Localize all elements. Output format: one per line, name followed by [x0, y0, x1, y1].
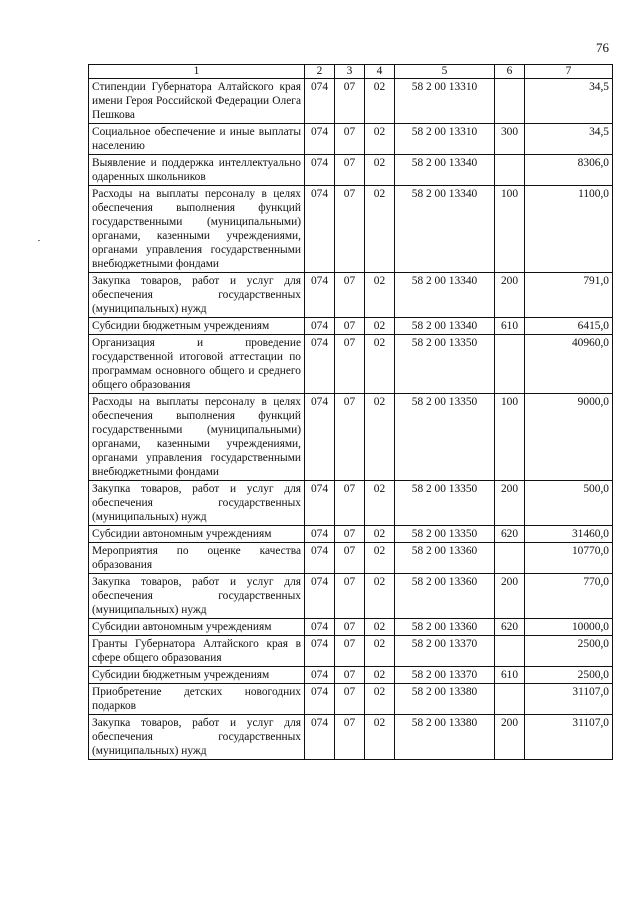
cell-expense-type: 200 — [495, 481, 525, 526]
cell-grbs: 074 — [305, 318, 335, 335]
cell-grbs: 074 — [305, 394, 335, 481]
cell-subsection: 02 — [365, 526, 395, 543]
cell-subsection: 02 — [365, 318, 395, 335]
cell-amount: 34,5 — [525, 79, 613, 124]
table-row — [89, 394, 613, 481]
cell-section: 07 — [335, 186, 365, 273]
cell-target-article: 58 2 00 13350 — [395, 526, 495, 543]
cell-grbs: 074 — [305, 335, 335, 394]
cell-target-article: 58 2 00 13360 — [395, 619, 495, 636]
cell-grbs: 074 — [305, 186, 335, 273]
cell-grbs: 074 — [305, 574, 335, 619]
cell-amount: 2500,0 — [525, 667, 613, 684]
cell-target-article: 58 2 00 13340 — [395, 155, 495, 186]
cell-section: 07 — [335, 273, 365, 318]
cell-name: Закупка товаров, работ и услуг для обеспечения государственных (муниципальных) нужд — [89, 715, 305, 760]
cell-subsection: 02 — [365, 273, 395, 318]
cell-subsection: 02 — [365, 481, 395, 526]
cell-amount: 31107,0 — [525, 715, 613, 760]
cell-expense-type: 100 — [495, 394, 525, 481]
cell-subsection: 02 — [365, 79, 395, 124]
cell-grbs: 074 — [305, 526, 335, 543]
cell-amount: 1100,0 — [525, 186, 613, 273]
cell-amount: 2500,0 — [525, 636, 613, 667]
cell-amount: 8306,0 — [525, 155, 613, 186]
cell-target-article: 58 2 00 13350 — [395, 394, 495, 481]
cell-amount: 40960,0 — [525, 335, 613, 394]
cell-section: 07 — [335, 543, 365, 574]
cell-amount: 31107,0 — [525, 684, 613, 715]
budget-table — [88, 64, 613, 760]
cell-expense-type — [495, 79, 525, 124]
cell-amount: 6415,0 — [525, 318, 613, 335]
cell-section: 07 — [335, 481, 365, 526]
cell-section: 07 — [335, 636, 365, 667]
cell-name: Субсидии автономным учреждениям — [89, 619, 305, 636]
cell-subsection: 02 — [365, 684, 395, 715]
table-row — [89, 481, 613, 526]
cell-name: Организация и проведение государственной итоговой аттестации по программам основного общего и среднего общего образования — [89, 335, 305, 394]
cell-name: Субсидии автономным учреждениям — [89, 526, 305, 543]
cell-name: Субсидии бюджетным учреждениям — [89, 667, 305, 684]
column-header-4: 4 — [365, 65, 395, 79]
cell-amount: 10770,0 — [525, 543, 613, 574]
table-row — [89, 715, 613, 760]
cell-target-article: 58 2 00 13310 — [395, 124, 495, 155]
cell-section: 07 — [335, 124, 365, 155]
cell-grbs: 074 — [305, 715, 335, 760]
cell-expense-type: 100 — [495, 186, 525, 273]
cell-target-article: 58 2 00 13380 — [395, 684, 495, 715]
margin-mark — [38, 240, 40, 241]
column-header-5: 5 — [395, 65, 495, 79]
cell-section: 07 — [335, 79, 365, 124]
cell-expense-type — [495, 684, 525, 715]
cell-name: Гранты Губернатора Алтайского края в сфере общего образования — [89, 636, 305, 667]
cell-expense-type — [495, 543, 525, 574]
table-row — [89, 155, 613, 186]
table-row — [89, 186, 613, 273]
cell-name: Закупка товаров, работ и услуг для обеспечения государственных (муниципальных) нужд — [89, 574, 305, 619]
cell-subsection: 02 — [365, 543, 395, 574]
cell-section: 07 — [335, 318, 365, 335]
cell-section: 07 — [335, 394, 365, 481]
cell-expense-type: 200 — [495, 574, 525, 619]
cell-section: 07 — [335, 526, 365, 543]
cell-subsection: 02 — [365, 124, 395, 155]
cell-expense-type: 620 — [495, 619, 525, 636]
cell-amount: 500,0 — [525, 481, 613, 526]
column-header-7: 7 — [525, 65, 613, 79]
cell-subsection: 02 — [365, 667, 395, 684]
cell-section: 07 — [335, 715, 365, 760]
table-row — [89, 667, 613, 684]
cell-expense-type: 610 — [495, 667, 525, 684]
cell-section: 07 — [335, 574, 365, 619]
cell-expense-type: 200 — [495, 715, 525, 760]
cell-expense-type: 200 — [495, 273, 525, 318]
cell-grbs: 074 — [305, 124, 335, 155]
cell-subsection: 02 — [365, 574, 395, 619]
cell-amount: 9000,0 — [525, 394, 613, 481]
table-row — [89, 526, 613, 543]
cell-subsection: 02 — [365, 155, 395, 186]
cell-target-article: 58 2 00 13370 — [395, 667, 495, 684]
cell-name: Расходы на выплаты персоналу в целях обеспечения выполнения функций государственными (муниципальными) органами, казенными учреждениями, органами управления государственными внебюджетными фондами — [89, 394, 305, 481]
table-header-row — [89, 65, 613, 79]
cell-target-article: 58 2 00 13350 — [395, 481, 495, 526]
cell-expense-type: 620 — [495, 526, 525, 543]
table-row — [89, 636, 613, 667]
cell-grbs: 074 — [305, 273, 335, 318]
cell-grbs: 074 — [305, 79, 335, 124]
cell-grbs: 074 — [305, 543, 335, 574]
table-row — [89, 619, 613, 636]
cell-grbs: 074 — [305, 155, 335, 186]
cell-grbs: 074 — [305, 481, 335, 526]
cell-amount: 31460,0 — [525, 526, 613, 543]
table-row — [89, 574, 613, 619]
cell-target-article: 58 2 00 13310 — [395, 79, 495, 124]
cell-expense-type — [495, 335, 525, 394]
cell-subsection: 02 — [365, 335, 395, 394]
cell-target-article: 58 2 00 13340 — [395, 318, 495, 335]
cell-grbs: 074 — [305, 636, 335, 667]
cell-name: Выявление и поддержка интеллектуально одаренных школьников — [89, 155, 305, 186]
cell-expense-type: 300 — [495, 124, 525, 155]
cell-amount: 791,0 — [525, 273, 613, 318]
cell-target-article: 58 2 00 13380 — [395, 715, 495, 760]
cell-amount: 10000,0 — [525, 619, 613, 636]
cell-grbs: 074 — [305, 684, 335, 715]
table-row — [89, 124, 613, 155]
cell-name: Закупка товаров, работ и услуг для обеспечения государственных (муниципальных) нужд — [89, 273, 305, 318]
column-header-6: 6 — [495, 65, 525, 79]
cell-name: Мероприятия по оценке качества образования — [89, 543, 305, 574]
table-row — [89, 273, 613, 318]
cell-section: 07 — [335, 619, 365, 636]
table-body — [89, 79, 613, 760]
table-row — [89, 543, 613, 574]
cell-name: Приобретение детских новогодних подарков — [89, 684, 305, 715]
cell-section: 07 — [335, 155, 365, 186]
cell-grbs: 074 — [305, 667, 335, 684]
column-header-2: 2 — [305, 65, 335, 79]
table-row — [89, 335, 613, 394]
cell-subsection: 02 — [365, 636, 395, 667]
cell-target-article: 58 2 00 13350 — [395, 335, 495, 394]
cell-expense-type — [495, 155, 525, 186]
table-row — [89, 79, 613, 124]
cell-subsection: 02 — [365, 186, 395, 273]
cell-expense-type — [495, 636, 525, 667]
cell-target-article: 58 2 00 13360 — [395, 574, 495, 619]
cell-target-article: 58 2 00 13340 — [395, 186, 495, 273]
cell-name: Закупка товаров, работ и услуг для обеспечения государственных (муниципальных) нужд — [89, 481, 305, 526]
cell-subsection: 02 — [365, 394, 395, 481]
cell-expense-type: 610 — [495, 318, 525, 335]
table-row — [89, 318, 613, 335]
cell-target-article: 58 2 00 13370 — [395, 636, 495, 667]
cell-name: Стипендии Губернатора Алтайского края имени Героя Российской Федерации Олега Пешкова — [89, 79, 305, 124]
cell-grbs: 074 — [305, 619, 335, 636]
cell-subsection: 02 — [365, 715, 395, 760]
cell-section: 07 — [335, 684, 365, 715]
cell-name: Социальное обеспечение и иные выплаты населению — [89, 124, 305, 155]
cell-name: Расходы на выплаты персоналу в целях обеспечения выполнения функций государственными (муниципальными) органами, казенными учреждениями, органами управления государственными внебюджетными фондами — [89, 186, 305, 273]
cell-target-article: 58 2 00 13360 — [395, 543, 495, 574]
cell-target-article: 58 2 00 13340 — [395, 273, 495, 318]
column-header-1: 1 — [89, 65, 305, 79]
cell-name: Субсидии бюджетным учреждениям — [89, 318, 305, 335]
cell-amount: 770,0 — [525, 574, 613, 619]
table-row — [89, 684, 613, 715]
cell-subsection: 02 — [365, 619, 395, 636]
cell-section: 07 — [335, 667, 365, 684]
cell-section: 07 — [335, 335, 365, 394]
column-header-3: 3 — [335, 65, 365, 79]
cell-amount: 34,5 — [525, 124, 613, 155]
page-number: 76 — [596, 40, 609, 55]
